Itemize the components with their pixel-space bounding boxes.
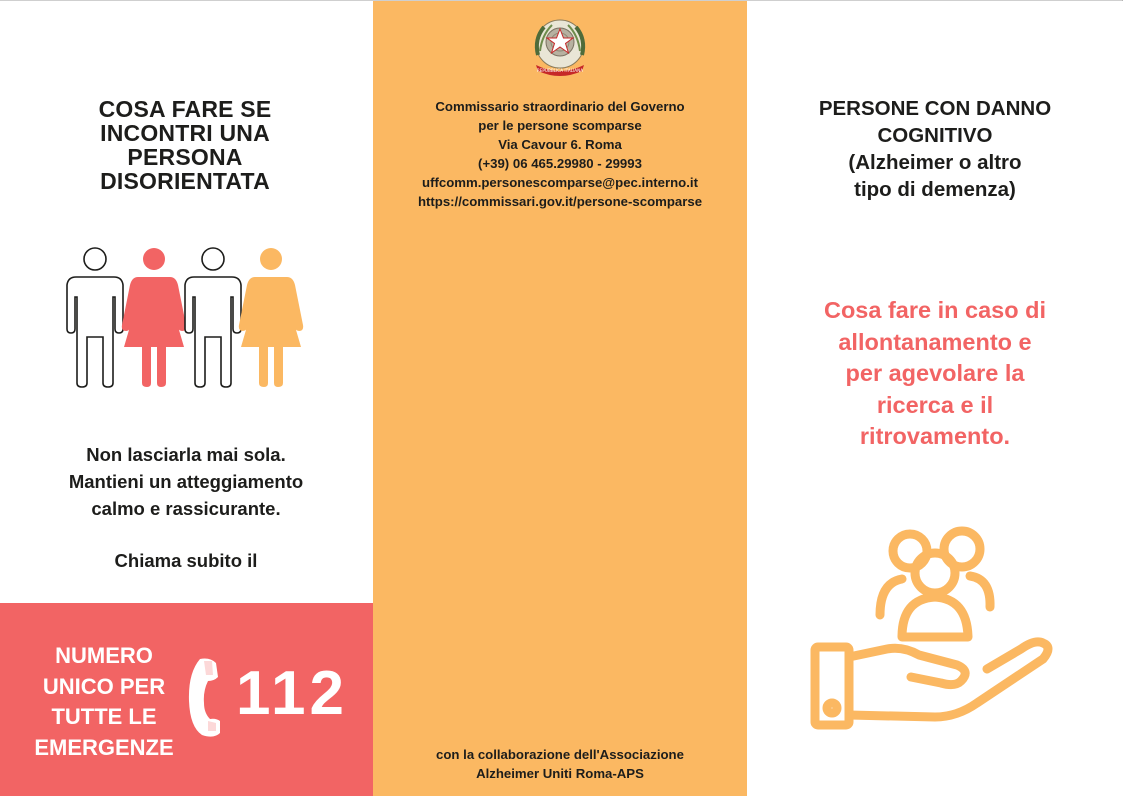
contact-line: Commissario straordinario del Governo xyxy=(435,99,685,114)
right-subtitle xyxy=(777,295,1093,453)
emergency-number: 112 xyxy=(236,659,349,728)
emergency-label-line: NUMERO xyxy=(55,643,153,668)
emergency-label-line: UNICO PER xyxy=(42,673,166,699)
contact-line: per le persone scomparse xyxy=(478,118,642,133)
advice-text xyxy=(20,441,352,522)
collab-line: Alzheimer Uniti Roma-APS xyxy=(476,766,644,781)
middle-panel xyxy=(373,1,747,796)
right-title-line: PERSONE CON DANNO xyxy=(818,97,1052,120)
contact-line: Via Cavour 6. Roma xyxy=(498,137,622,152)
advice-line: Non lasciarla mai sola. xyxy=(86,444,286,465)
caring-hand-icon xyxy=(807,521,1057,740)
phone-icon xyxy=(188,657,230,742)
advice-line: Mantieni un atteggiamento xyxy=(68,471,304,492)
man-outline-icon xyxy=(185,248,241,387)
woman-orange-icon xyxy=(239,248,303,387)
left-panel xyxy=(0,1,373,796)
email-link[interactable]: uffcomm.personescomparse@pec.interno.it xyxy=(422,175,698,190)
right-title-line: tipo di demenza) xyxy=(854,178,1016,201)
website-link[interactable]: https://commissari.gov.it/persone-scomparse xyxy=(417,194,703,209)
man-outline-icon xyxy=(67,248,123,387)
call-text: Chiama subito il xyxy=(114,550,258,571)
contact-info xyxy=(387,97,733,211)
people-group-icon xyxy=(62,245,306,396)
left-title: COSA FARE SE INCONTRI UNA PERSONA DISORIENTATA xyxy=(98,96,272,194)
emergency-label-line: EMERGENZE xyxy=(34,734,174,760)
collaboration-note xyxy=(387,745,733,783)
emblem-ribbon-text: REPUBBLICA ITALIANA xyxy=(536,68,584,73)
collab-line: con la collaborazione dell'Associazione xyxy=(436,747,684,762)
woman-coral-icon xyxy=(122,248,186,387)
right-subtitle-line: allontanamento e xyxy=(838,328,1032,355)
advice-line: calmo e rassicurante. xyxy=(91,498,281,519)
right-title-line: (Alzheimer o altro xyxy=(848,151,1022,174)
phone-number[interactable]: (+39) 06 465.29980 - 29993 xyxy=(478,156,642,171)
right-subtitle-line: per agevolare la xyxy=(845,360,1025,386)
right-subtitle-line: ricerca e il xyxy=(876,391,994,418)
right-subtitle-line: Cosa fare in caso di xyxy=(823,297,1047,323)
right-subtitle-line: ritrovamento. xyxy=(859,423,1011,449)
emergency-label-line: TUTTE LE xyxy=(51,704,157,729)
right-title xyxy=(777,95,1093,203)
right-panel xyxy=(747,1,1123,796)
emergency-label xyxy=(16,641,192,763)
emblem-icon xyxy=(530,15,590,84)
emergency-box xyxy=(0,603,373,796)
right-title-line: COGNITIVO xyxy=(877,124,993,147)
